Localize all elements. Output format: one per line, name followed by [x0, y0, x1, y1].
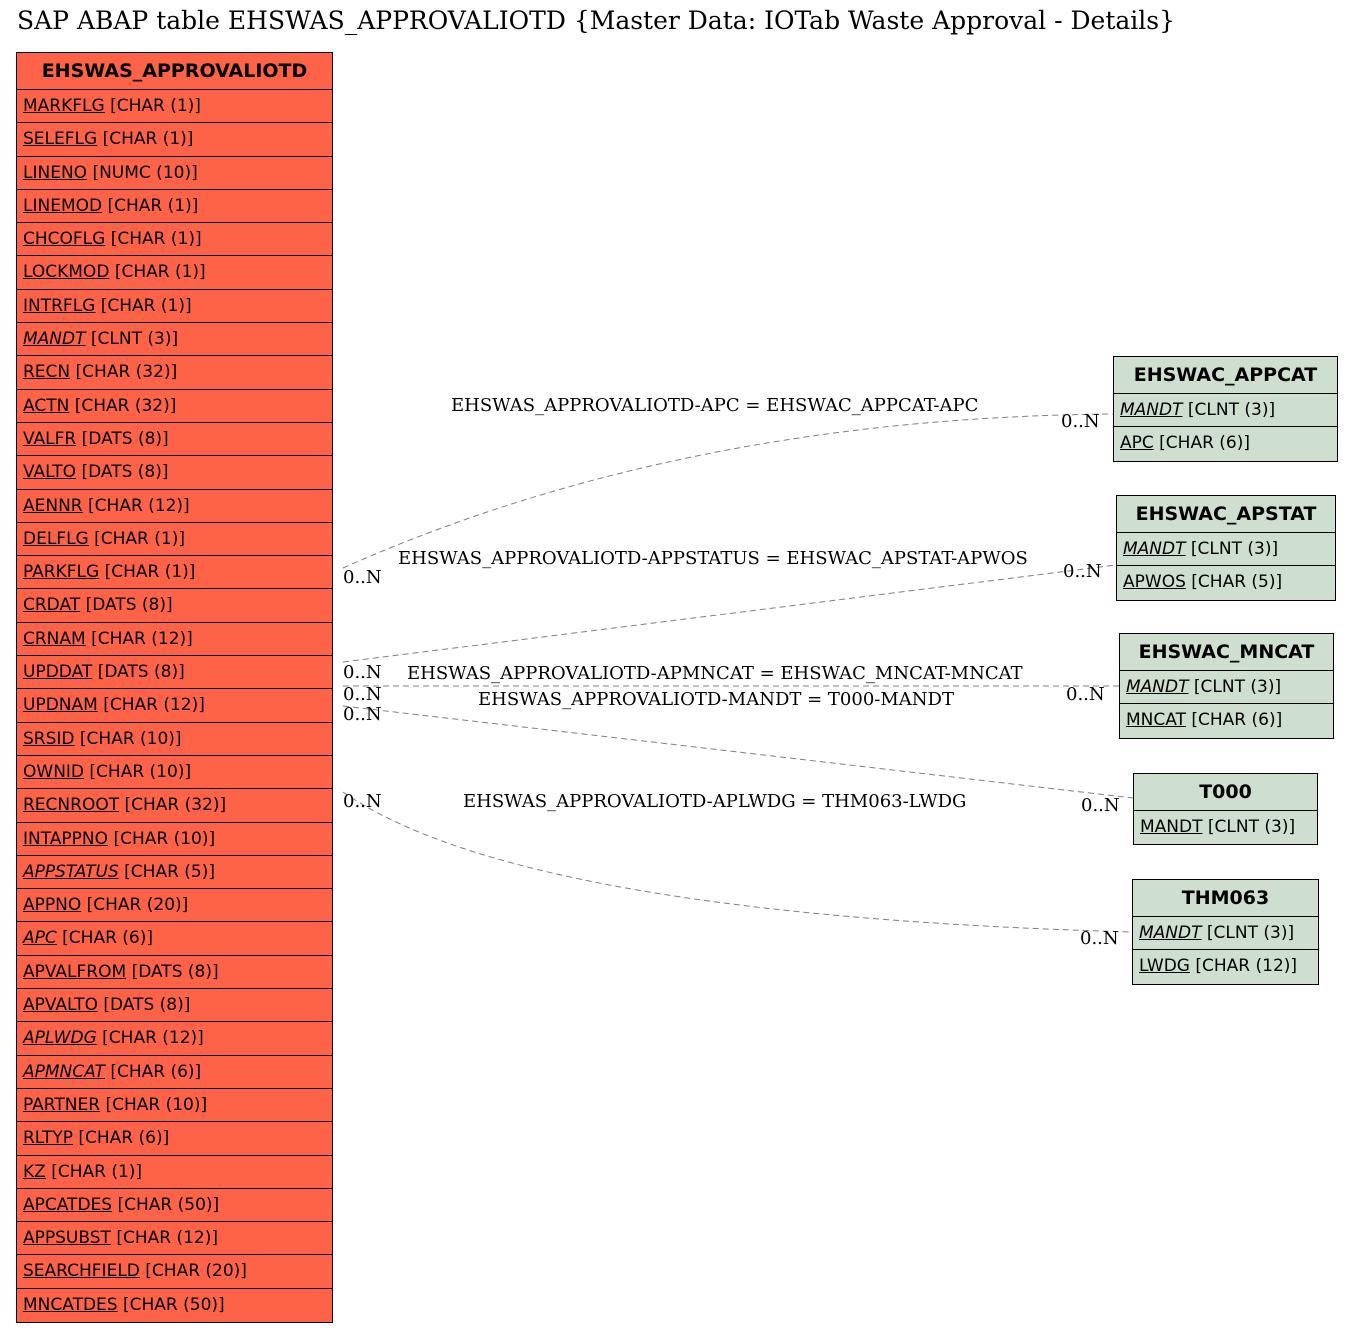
field-name: APPSTATUS [23, 861, 119, 882]
field-name: LINEMOD [23, 195, 103, 216]
table-row [17, 1022, 332, 1055]
field-name: OWNID [23, 761, 85, 782]
field-type: [CHAR (1)] [94, 528, 185, 549]
field-name: MANDT [1123, 539, 1186, 559]
field-name: MNCATDES [23, 1294, 118, 1315]
table-row [17, 589, 332, 622]
field-name: APVALFROM [23, 961, 127, 982]
field-type: [CHAR (12)] [102, 1028, 204, 1049]
table-row [1120, 704, 1333, 737]
field-name: MARKFLG [23, 96, 105, 116]
field-name: CRNAM [23, 628, 86, 649]
table-row [17, 1122, 332, 1155]
field-type: [NUMC (10)] [92, 162, 198, 183]
field-type: [CLNT (3)] [1193, 677, 1282, 697]
field-type: [CHAR (1)] [102, 129, 194, 150]
table-header: EHSWAS_APPROVALIOTD [17, 53, 332, 90]
field-type: [CHAR (1)] [110, 229, 202, 250]
table-row [17, 157, 332, 190]
field-name: RECN [23, 362, 71, 383]
field-type: [CHAR (10)] [105, 1094, 208, 1115]
field-name: PARKFLG [23, 562, 100, 583]
table-row [17, 323, 332, 356]
field-name: MANDT [1126, 677, 1189, 697]
field-type: [CLNT (3)] [1207, 817, 1296, 837]
field-name: SEARCHFIELD [23, 1261, 140, 1282]
field-name: MANDT [1139, 923, 1202, 943]
table-row [17, 623, 332, 656]
table-row [17, 956, 332, 989]
field-name: APPNO [23, 895, 82, 916]
field-name: RECNROOT [23, 795, 120, 816]
field-type: [CHAR (20)] [145, 1261, 247, 1282]
field-type: [CLNT (3)] [90, 329, 179, 350]
table-row [17, 889, 332, 922]
table-row [17, 1089, 332, 1122]
field-name: MANDT [1120, 400, 1183, 420]
table-row [17, 1056, 332, 1089]
field-type: [CHAR (6)] [110, 1061, 202, 1082]
field-type: [CHAR (10)] [113, 828, 216, 849]
table-row [17, 789, 332, 822]
table-ehswac-mncat [1119, 633, 1334, 739]
table-row [17, 856, 332, 889]
relation-label-thm063: EHSWAS_APPROVALIOTD-APLWDG = THM063-LWDG [463, 791, 967, 812]
card-to-t000: 0..N [1081, 795, 1120, 816]
card-to-appcat: 0..N [1061, 411, 1100, 432]
field-name: UPDDAT [23, 662, 93, 683]
field-name: CRDAT [23, 595, 81, 616]
table-header: EHSWAC_APPCAT [1114, 357, 1337, 394]
field-type: [CHAR (50)] [122, 1294, 225, 1315]
table-row [1133, 950, 1318, 983]
table-row [1120, 671, 1333, 704]
field-type: [CHAR (50)] [117, 1194, 220, 1215]
field-name: INTRFLG [23, 295, 96, 316]
field-name: MANDT [23, 329, 86, 350]
field-name: LINENO [23, 162, 88, 183]
field-type: [CHAR (1)] [104, 562, 196, 583]
field-name: PARTNER [23, 1094, 101, 1115]
field-name: INTAPPNO [23, 828, 109, 849]
field-type: [CHAR (1)] [51, 1161, 143, 1182]
field-type: [CLNT (3)] [1206, 923, 1295, 943]
table-ehswac-appcat [1113, 356, 1338, 462]
table-ehswac-apstat [1116, 495, 1336, 601]
table-row [17, 1156, 332, 1189]
table-row [17, 223, 332, 256]
table-row [17, 1189, 332, 1222]
relation-label-t000: EHSWAS_APPROVALIOTD-MANDT = T000-MANDT [478, 689, 954, 710]
table-row [17, 90, 332, 123]
field-type: [CLNT (3)] [1190, 539, 1279, 559]
field-type: [CHAR (12)] [91, 628, 193, 649]
field-type: [CHAR (6)] [62, 928, 154, 949]
table-row [17, 1289, 332, 1322]
table-header: EHSWAC_APSTAT [1117, 496, 1335, 533]
table-row [17, 356, 332, 389]
field-type: [DATS (8)] [81, 428, 169, 449]
table-row [17, 922, 332, 955]
field-name: APWOS [1123, 572, 1186, 593]
field-type: [CHAR (32)] [124, 795, 227, 816]
table-fields [1120, 671, 1333, 738]
field-type: [CHAR (12)] [116, 1228, 218, 1249]
card-from-appcat: 0..N [343, 567, 382, 588]
table-row [17, 723, 332, 756]
field-type: [CHAR (12)] [88, 495, 190, 516]
field-name: APVALTO [23, 995, 98, 1016]
table-row [17, 689, 332, 722]
edge-apstat [343, 565, 1116, 662]
field-type: [DATS (8)] [81, 462, 169, 483]
field-type: [CHAR (12)] [103, 695, 205, 716]
table-row [17, 490, 332, 523]
field-type: [CHAR (1)] [110, 96, 201, 116]
relation-label-mncat: EHSWAS_APPROVALIOTD-APMNCAT = EHSWAC_MNCAT-MNCAT [407, 663, 1023, 684]
field-name: LWDG [1139, 956, 1190, 977]
field-name: MNCAT [1126, 710, 1186, 731]
field-type: [CHAR (6)] [78, 1128, 170, 1149]
field-type: [CHAR (10)] [89, 761, 192, 782]
field-name: APLWDG [23, 1028, 97, 1049]
table-row [17, 123, 332, 156]
field-name: VALFR [23, 428, 77, 449]
field-type: [CHAR (1)] [100, 295, 192, 316]
table-thm063 [1132, 879, 1319, 985]
table-row [1134, 811, 1317, 844]
table-row [17, 656, 332, 689]
table-header: T000 [1134, 774, 1317, 811]
field-type: [CHAR (5)] [1191, 572, 1283, 593]
field-name: RLTYP [23, 1128, 73, 1149]
table-ehswas-approvaliotd [16, 52, 333, 1323]
field-name: SELEFLG [23, 129, 98, 150]
card-from-mncat: 0..N [343, 684, 382, 705]
field-name: APC [23, 928, 57, 949]
card-to-thm063: 0..N [1080, 928, 1119, 949]
table-row [17, 256, 332, 289]
card-to-mncat: 0..N [1066, 684, 1105, 705]
edge-appcat [343, 414, 1113, 568]
table-row [1133, 917, 1318, 950]
table-row [1114, 427, 1337, 460]
field-type: [CHAR (6)] [1159, 433, 1251, 454]
card-from-t000: 0..N [343, 704, 382, 725]
table-fields [1133, 917, 1318, 984]
table-row [17, 1222, 332, 1255]
field-type: [CHAR (32)] [75, 362, 178, 383]
table-row [17, 190, 332, 223]
field-name: VALTO [23, 462, 77, 483]
relation-label-apstat: EHSWAS_APPROVALIOTD-APPSTATUS = EHSWAC_APSTAT-APWOS [398, 548, 1028, 569]
table-row [17, 523, 332, 556]
table-t000 [1133, 773, 1318, 845]
table-row [17, 1255, 332, 1288]
field-name: MANDT [1140, 817, 1203, 837]
field-name: SRSID [23, 728, 75, 749]
field-name: ACTN [23, 395, 70, 416]
field-type: [CHAR (12)] [1195, 956, 1298, 977]
table-row [1117, 566, 1335, 599]
relation-label-appcat: EHSWAS_APPROVALIOTD-APC = EHSWAC_APPCAT-APC [451, 395, 979, 416]
edge-thm063 [343, 792, 1132, 932]
field-type: [CHAR (1)] [107, 195, 199, 216]
field-name: KZ [23, 1161, 46, 1182]
table-fields [1134, 811, 1317, 844]
card-to-apstat: 0..N [1063, 561, 1102, 582]
field-type: [DATS (8)] [103, 995, 191, 1016]
table-row [17, 290, 332, 323]
field-name: CHCOFLG [23, 229, 106, 250]
card-from-thm063: 0..N [343, 791, 382, 812]
table-row [17, 556, 332, 589]
table-row [17, 390, 332, 423]
field-type: [CHAR (1)] [114, 262, 206, 283]
table-row [17, 456, 332, 489]
field-type: [CLNT (3)] [1187, 400, 1276, 420]
field-type: [CHAR (6)] [1191, 710, 1283, 731]
field-type: [DATS (8)] [97, 662, 185, 683]
table-fields [1114, 394, 1337, 461]
field-type: [CHAR (32)] [74, 395, 177, 416]
field-name: APMNCAT [23, 1061, 105, 1082]
table-header: THM063 [1133, 880, 1318, 917]
field-name: DELFLG [23, 528, 89, 549]
card-from-apstat: 0..N [343, 662, 382, 683]
field-name: APC [1120, 433, 1154, 454]
table-fields [17, 90, 332, 1322]
table-row [1117, 533, 1335, 566]
field-type: [CHAR (10)] [79, 728, 182, 749]
field-type: [DATS (8)] [131, 961, 219, 982]
table-fields [1117, 533, 1335, 600]
table-header: EHSWAC_MNCAT [1120, 634, 1333, 671]
edge-t000 [343, 706, 1133, 798]
table-row [1114, 394, 1337, 427]
table-row [17, 823, 332, 856]
field-name: AENNR [23, 495, 83, 516]
field-type: [CHAR (5)] [124, 861, 216, 882]
field-name: LOCKMOD [23, 262, 110, 283]
table-row [17, 423, 332, 456]
field-name: UPDNAM [23, 695, 98, 716]
table-row [17, 756, 332, 789]
table-row [17, 989, 332, 1022]
field-type: [CHAR (20)] [86, 895, 189, 916]
field-type: [DATS (8)] [85, 595, 173, 616]
field-name: APPSUBST [23, 1228, 111, 1249]
diagram-title: SAP ABAP table EHSWAS_APPROVALIOTD {Master Data: IOTab Waste Approval - Details} [17, 6, 1176, 35]
field-name: APCATDES [23, 1194, 113, 1215]
